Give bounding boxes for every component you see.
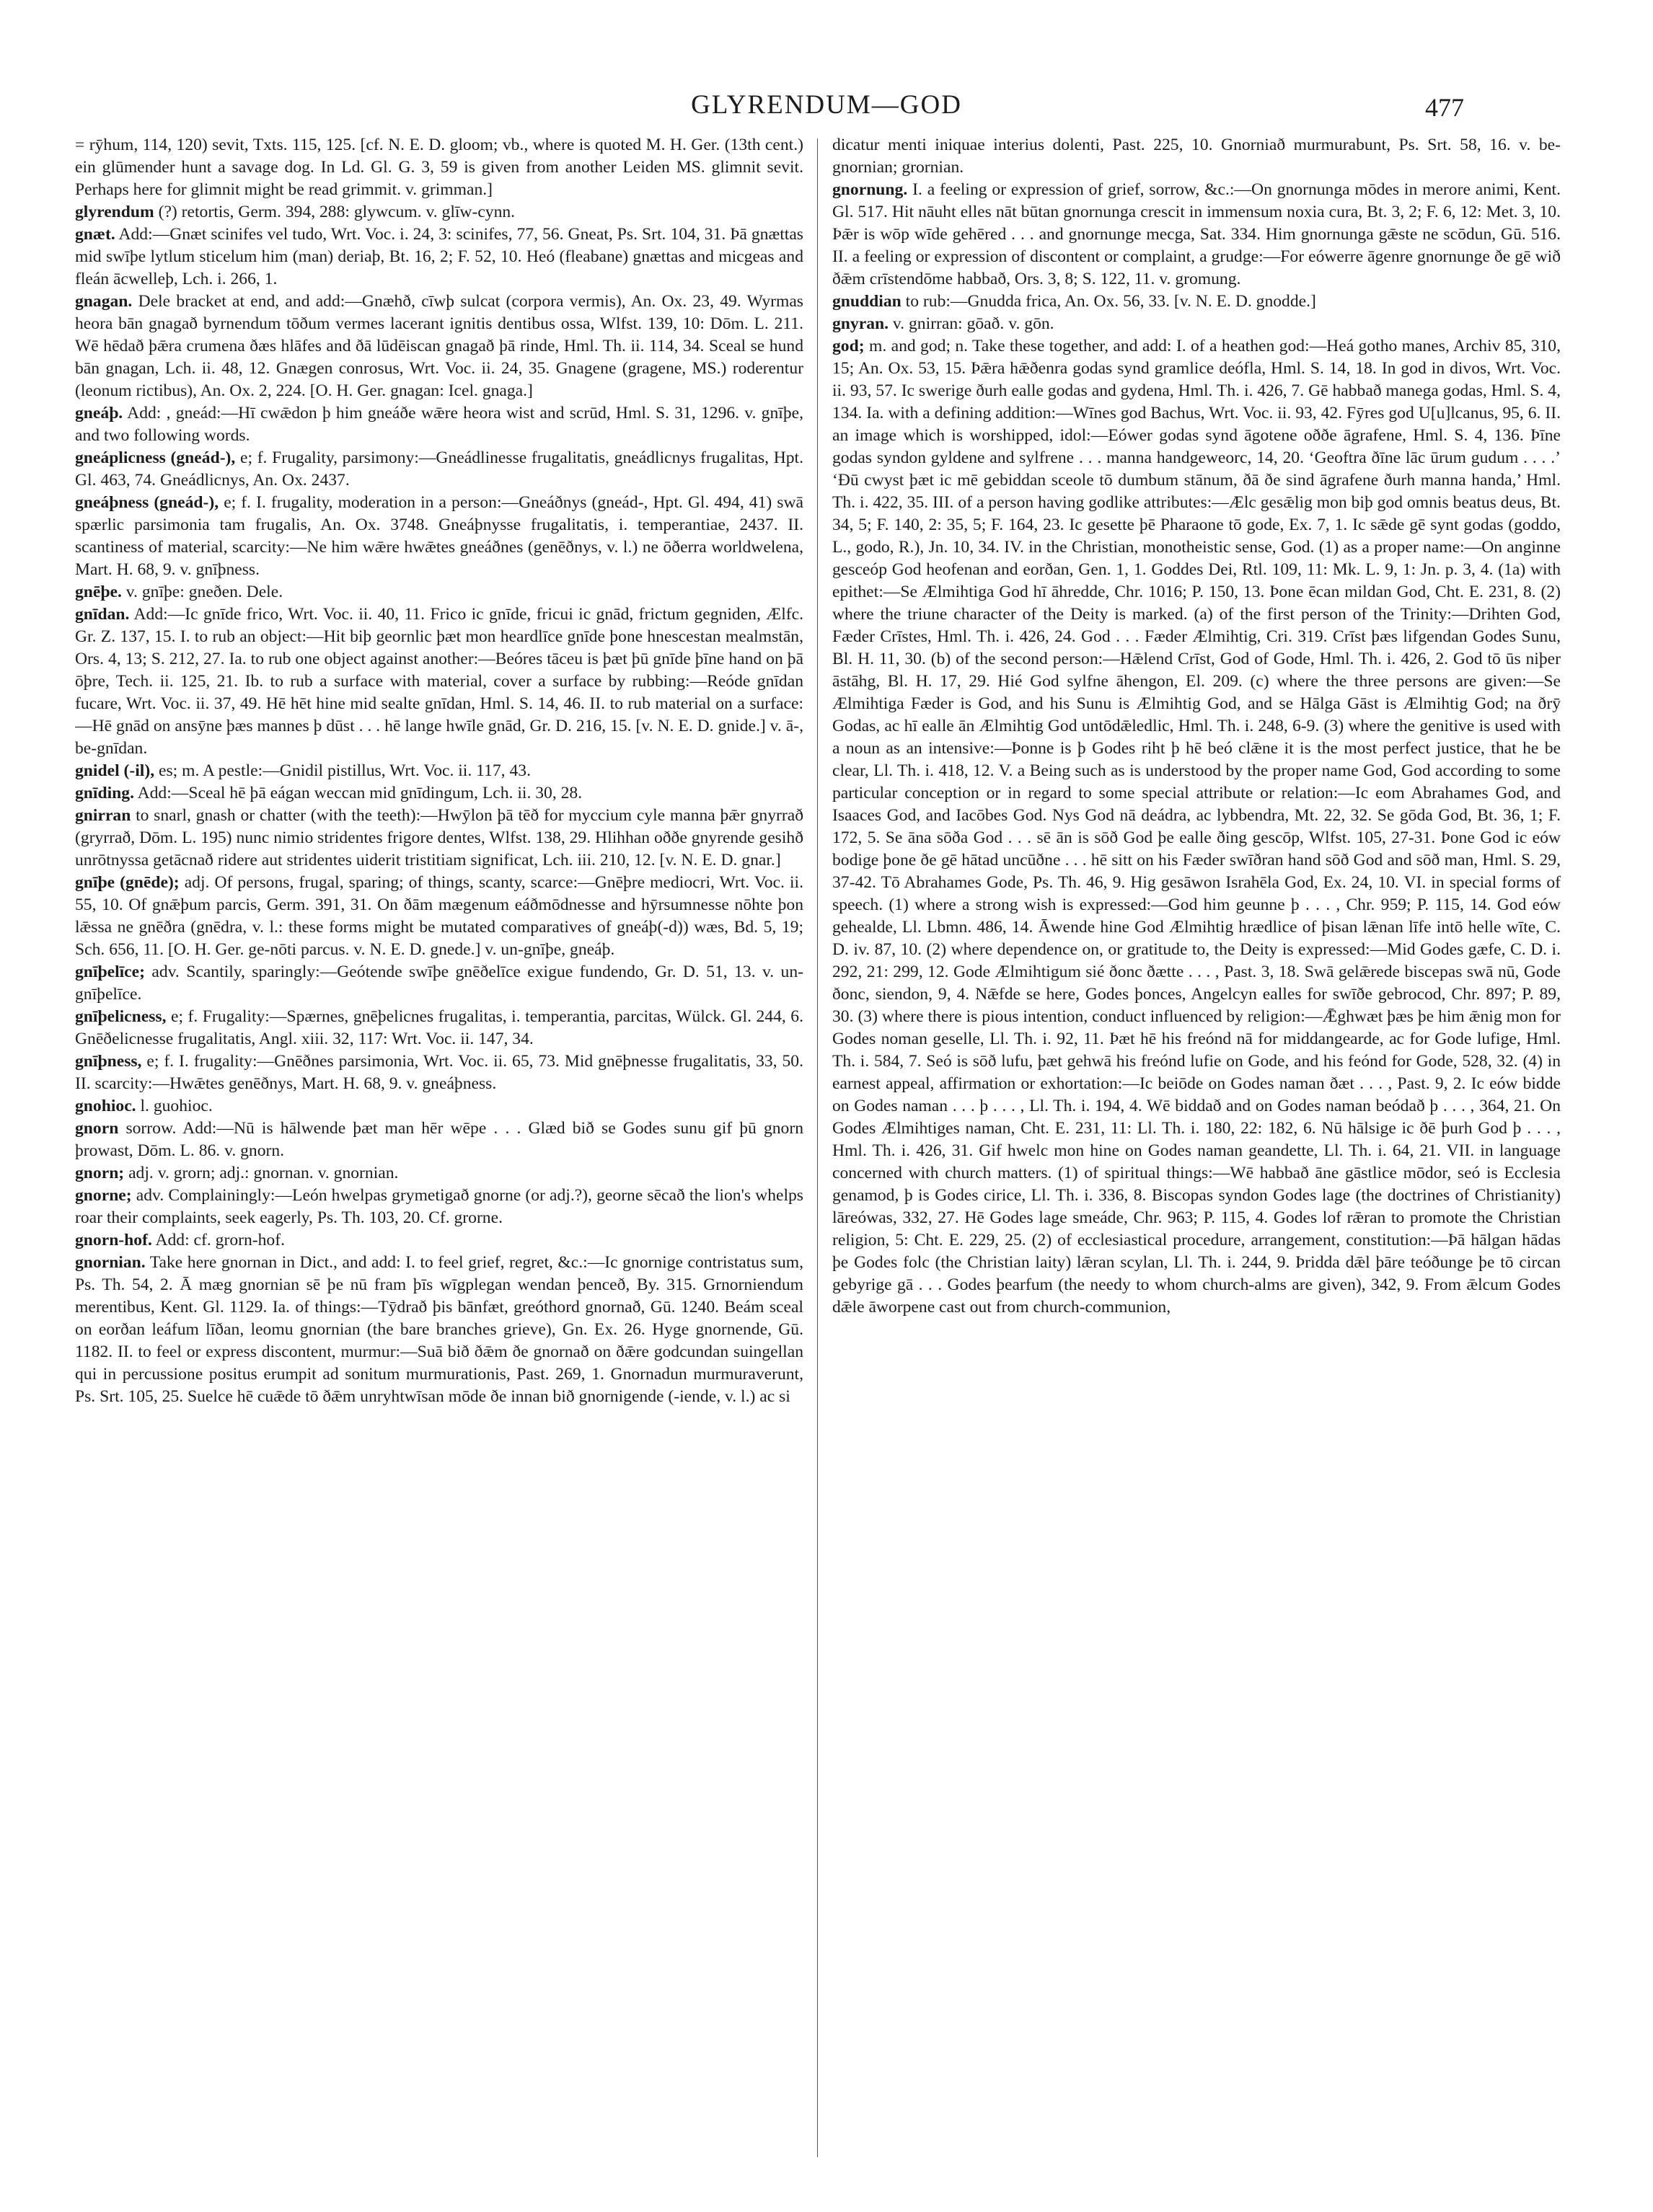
entry-text: e; f. Frugality:—Spærnes, gnēþelicnes frugalitas, i. temperantia, parcitas, Wülck. Gl. 244, 6. Gnēðelicnesse frugalitatis, Angl. xiii. 32, 117: Wrt. Voc. ii. 147, 34. bbox=[75, 1007, 803, 1048]
dictionary-entry bbox=[75, 760, 803, 782]
dictionary-entry bbox=[832, 179, 1561, 291]
dictionary-entry bbox=[75, 291, 803, 402]
dictionary-entry bbox=[75, 1162, 803, 1185]
dictionary-entry bbox=[75, 581, 803, 603]
entry-text: sorrow. Add:—Nū is hālwende þæt man hēr wēpe . . . Glæd bið se Godes sunu gif þū gnorn þrowast, Dōm. L. 86. v. gnorn. bbox=[75, 1119, 803, 1160]
entry-text: Take here gnornan in Dict., and add: I. to feel grief, regret, &c.:—Ic gnornige contristatus sum, Ps. Th. 54, 2. Ā mæg gnornian sē þe nū fram þīs wīgplegan wendan þenceð, By. 315. Grnorniendum merentibus, Kent. Gl. 1129. Ia. of things:—Tȳdrað þis bānfæt, greóthord gnornað, Gū. 1240. Beám sceal on eorðan leáfum līðan, leomu gnornian (the bare branches grieve), Gn. Ex. 26. Hyge gnornende, Gū. 1182. II. to feel or express discontent, murmur:—Suā bið ðǣm ðe gnornað on ðǣre godcundan suingellan qui in percussione positus erumpit ad sonitum murmurationis, Past. 269, 1. Gnornadun murmuraverunt, Ps. Srt. 105, 25. Suelce hē cuǣde tō ðǣm unryhtwīsan mōde ðe innan bið gnornigende (-iende, v. l.) ac si bbox=[75, 1253, 803, 1406]
entry-text: Add:—Gnæt scinifes vel tudo, Wrt. Voc. i. 24, 3: scinifes, 77, 56. Gneat, Ps. Srt. 104, 31. Þā gnættas mid swīþe lytlum sticelum him (man) deriaþ, Bt. 16, 2; F. 52, 10. Heó (fleabane) gnættas and micgeas and fleán ācwelleþ, Lch. i. 266, 1. bbox=[75, 225, 803, 288]
entry-headword: gneáþness (gneád-), bbox=[75, 493, 219, 512]
entry-headword: gnīþelīce; bbox=[75, 963, 145, 981]
dictionary-entry bbox=[75, 1252, 803, 1408]
dictionary-entry bbox=[75, 224, 803, 291]
entry-headword: gneáplicness (gneád-), bbox=[75, 448, 236, 467]
dictionary-entry bbox=[75, 201, 803, 224]
dictionary-entry bbox=[75, 134, 803, 201]
entry-headword: gnīding. bbox=[75, 784, 134, 802]
entry-headword: gnīþe (gnēde); bbox=[75, 873, 180, 892]
page-number: 477 bbox=[1425, 93, 1464, 122]
dictionary-entry bbox=[75, 1006, 803, 1050]
entry-text: Add:—Sceal hē þā eágan weccan mid gnīdingum, Lch. ii. 30, 28. bbox=[137, 784, 583, 802]
entry-text: Add: , gneád:—Hī cwǣdon þ him gneáðe wǣre heora wist and scrūd, Hml. S. 31, 1296. v. gnīþe, and two following words. bbox=[75, 404, 803, 445]
entry-headword: gnornung. bbox=[832, 180, 908, 199]
dictionary-entry bbox=[75, 1185, 803, 1229]
page-title: GLYRENDUM—GOD bbox=[691, 90, 962, 120]
entry-headword: gnuddian bbox=[832, 292, 902, 311]
entry-headword: gnīþness, bbox=[75, 1052, 142, 1071]
entry-text: adj. Of persons, frugal, sparing; of things, scanty, scarce:—Gnēþre mediocri, Wrt. Voc. ii. 55, 10. Of gnǣþum parcis, Germ. 391, 31. On ðām mægenum eáðmōdnesse and hȳrsumnesse nōhte þon lǣssa ne gnēðra (gnēdra, v. l.: these forms might be mutated comparatives of gneáþ(-d)) wæs, Bd. 5, 19; Sch. 656, 11. [O. H. Ger. ge-nōti parcus. v. N. E. D. gnede.] v. un-gnīþe, gneáþ. bbox=[75, 873, 803, 959]
entry-text: m. and god; n. Take these together, and add: I. of a heathen god:—Heá gotho manes, Archiv 85, 310, 15; An. Ox. 53, 15. Þǣra hǣðenra godas synd gramlice deófla, Hml. S. 14, 18. In god in divos, Wrt. Voc. ii. 93, 57. Ic swerige ðurh ealle godas and gydena, Hml. Th. i. 426, 7. Gē habbað manega godas, Hml. S. 4, 134. Ia. with a defining addition:—Wīnes god Bachus, Wrt. Voc. ii. 93, 42. Fȳres god U[u]lcanus, 95, 6. II. an image which is worshipped, idol:—Eówer godas synd āgotene oððe āgrafene, Hml. S. 4, 136. Þīne godas syndon gyldene and sylfrene . . . manna handgeweorc, 14, 20. ‘Geoftra ðīne lāc ūrum gudum . . . .’ ‘Ðū cwyst þæt ic mē gebiddan sceole tō dumbum stānum, ðā ðe sind āgrafene ðurh manna handa,’ Hml. Th. i. 422, 35. III. of a person having godlike attributes:—Ælc gesǣlig mon biþ god omnis beatus deus, Bt. 34, 5; F. 140, 2: 35, 5; F. 164, 23. Ic gesette þē Pharaone tō gode, Ex. 7, 1. Ic sǣde gē synt godas (goddo, L., godo, R.), Jn. 10, 34. IV. in the Christian, monotheistic sense, God. (1) as a proper name:—On anginne gesceóp God heofenan and eorðan, Gen. 1, 1. Goddes Dei, Rtl. 109, 11: Mk. L. 9, 1: Jn. p. 3, 4. (1a) with epithet:—Se Ælmihtiga God hī āhredde, Chr. 1016; P. 150, 13. Þone ēcan mildan God, Cht. E. 231, 8. (2) where the triune character of the Deity is marked. (a) of the first person of the Trinity:—Drihten God, Fæder Crīstes, Hml. Th. i. 426, 24. God . . . Fæder Ælmihtig, Cri. 319. Crīst þæs lifgendan Godes Sunu, Bl. H. 11, 30. (b) of the second person:—Hǣlend Crīst, God of Gode, Hml. Th. i. 426, 2. God tō ūs niþer āstāhg, Bl. H. 17, 29. Hié God sylfne āhengon, El. 209. (c) where the three persons are given:—Se Ælmihtiga Fæder is God, and his Sunu is Ælmihtig God, and se Hālga Gāst is Ælmihtig God; na ðrȳ Godas, ac hī ealle ān Ælmihtig God untōdǣledlic, Hml. Th. i. 248, 6-9. (3) where the genitive is used with a noun as an intensive:—Þonne is þ Godes riht þ hē beó clǣne it is the most perfect justice, that he be clear, Ll. Th. i. 418, 12. V. a Being such as is understood by the proper name God, God according to some particular conception or in regard to some special attribute or relation:—Ic eom Abrahames God, and Isaaces God, and Iacōbes God. Nys God nā deádra, ac lybbendra, Mt. 22, 32. Se gōda God, Bt. 36, 1; F. 172, 5. Se āna sōða God . . . sē ān is sōð God þe ealle ðing gescōp, Wlfst. 105, 27-31. Þone God ic eów bodige þone ðe gē hātad uncūðne . . . hē sitt on his Fæder swīðran hand sōð God and sōð man, Hml. S. 29, 37-42. Tō Abrahames Gode, Ps. Th. 46, 9. Hig gesāwon Israhēla God, Ex. 24, 10. VI. in special forms of speech. (1) where a strong wish is expressed:—God him geunne þ . . . , Chr. 959; P. 115, 14. God eów gehealde, Ll. Lbmn. 486, 14. Āwende hine God Ælmihtig hrædlice of þisan lǣnan līfe intō helle wīte, C. D. iv. 87, 10. (2) where dependence on, or gratitude to, the Deity is expressed:—Mid Godes gæfe, C. D. i. 292, 21: 299, 12. Gode Ælmihtigum sié ðonc ðætte . . . , Past. 3, 18. Swā gelǣrede biscepas swā nū, Gode ðonc, siendon, 9, 4. Nǣfde se here, Godes þonces, Angelcyn ealles for swīðe gebrocod, Chr. 897; P. 89, 30. (3) where there is pious intention, conduct influenced by religion:—Ǣghwæt þæs þe him ǣnig mon for Godes noman geselle, Ll. Th. i. 92, 11. Þæt hē his freónd nā for middangearde, ac for Gode lufige, Hml. Th. i. 584, 7. Seó is sōð lufu, þæt gehwā his freónd lufie on Gode, and his feónd for Gode, 528, 32. (4) in earnest appeal, affirmation or exhortation:—Ic beiōde on Godes naman ðæt . . . , Past. 9, 2. Ic eów bidde on Godes naman . . . þ . . . , Ll. Th. i. 194, 4. Wē biddað and on Godes naman beódað þ . . . , 364, 21. On Godes Ælmihtiges naman, Cht. E. 231, 11: Ll. Th. i. 180, 22: 182, 6. Nū hālsige ic ðē þurh God þ . . . , Hml. Th. i. 426, 31. Gif hwelc mon hine on Godes naman geandette, Ll. Th. i. 64, 21. VII. in language concerned with church matters. (1) of spiritual things:—Wē habbað āne gāstlice mōdor, seó is Ecclesia genamod, þ is Godes cirice, Ll. Th. i. 336, 8. Biscopas syndon Godes lage (the doctrines of Christianity) lāreówas, 332, 27. Hē Godes lage smeáde, Chr. 963; P. 115, 4. Godes lof rǣran to promote the Christian religion, 5: Cht. E. 229, 25. (2) of ecclesiastical procedure, arrangement, constitution:—Þā hālgan hādas þe Godes folc (the Christian laity) lǣran scylan, Ll. Th. i. 244, 9. Þridda dǣl þāre teóðunge þe tō circan gebyrige gā . . . Godes þearfum (the needy to whom church-alms are given), 342, 9. From ǣlcum Godes dǣle āworpene cast out from church-communion, bbox=[832, 337, 1561, 1317]
entry-headword: gnæt. bbox=[75, 225, 115, 244]
entry-text: I. a feeling or expression of grief, sorrow, &c.:—On gnornunga mōdes in merore animi, Kent. Gl. 517. Hit nāuht elles nāt būtan gnornunga crescit in immensum noxia cura, Bt. 3, 2; F. 6, 12: Met. 3, 10. Þǣr is wōp wīde gehēred . . . and gnornunge mecga, Sat. 334. Him gnornunga gǣste ne scōdun, Gū. 516. II. a feeling or expression of discontent or complaint, a grudge:—For eówerre āgenre gnornunge ðe gē wið ðǣm crīstendōme habbað, Ors. 3, 8; S. 122, 11. v. gromung. bbox=[832, 180, 1561, 288]
running-head bbox=[0, 85, 1653, 128]
entry-text: adv. Complainingly:—León hwelpas grymetigað gnorne (or adj.?), georne sēcað the lion's whelps roar their complaints, seek eagerly, Ps. Th. 103, 20. Cf. grorne. bbox=[75, 1186, 803, 1227]
entry-text: to snarl, gnash or chatter (with the teeth):—Hwȳlon þā tēð for myccium cyle manna þǣr gnyrrað (gryrrað, Dōm. L. 195) nunc nimio stridentes frigore dentes, Wlfst. 138, 29. Hlihhan oððe gnyrende gesihð unrōtnyssa getācnað ridere aut stridentes uiderit tristitiam significat, Lch. iii. 210, 12. [v. N. E. D. gnar.] bbox=[75, 806, 803, 870]
entry-headword: gnyran. bbox=[832, 314, 889, 333]
right-column bbox=[832, 134, 1561, 2167]
entry-text: adj. v. grorn; adj.: gnornan. v. gnornian. bbox=[128, 1164, 399, 1182]
entry-text: Add: cf. grorn-hof. bbox=[155, 1231, 285, 1249]
dictionary-entry bbox=[832, 313, 1561, 335]
entry-headword: gnagan. bbox=[75, 292, 133, 311]
entry-text: e; f. I. frugality:—Gnēðnes parsimonia, Wrt. Voc. ii. 65, 73. Mid gnēþnesse frugalitatis, 33, 50. II. scarcity:—Hwǣtes genēðnys, Mart. H. 68, 9. v. gneáþness. bbox=[75, 1052, 803, 1093]
entry-headword: gneáþ. bbox=[75, 404, 123, 423]
dictionary-entry bbox=[75, 782, 803, 805]
entry-headword: glyrendum bbox=[75, 203, 154, 221]
left-column bbox=[75, 134, 803, 2167]
entry-headword: gnirran bbox=[75, 806, 131, 825]
dictionary-entry bbox=[832, 335, 1561, 1319]
entry-text: v. gnirran: gōað. v. gōn. bbox=[892, 314, 1054, 333]
entry-headword: gnorn; bbox=[75, 1164, 125, 1182]
dictionary-entry bbox=[75, 1118, 803, 1162]
entry-text: Add:—Ic gnīde frico, Wrt. Voc. ii. 40, 11. Frico ic gnīde, fricui ic gnād, frictum gegniden, Ælfc. Gr. Z. 137, 15. I. to rub an object:—Hit biþ geornlic þæt mon heardlīce gnīde þone hnescestan mealmstān, Ors. 4, 13; S. 212, 27. Ia. to rub one object against another:—Beóres tāceu is þæt þū gnīde þīne hand on þā ōþre, Tech. ii. 125, 21. Ib. to rub a surface with material, cover a surface by rubbing:—Reóde gnīdan fucare, Wrt. Voc. ii. 37, 49. Hē hēt hine mid sealte gnīdan, Hml. S. 14, 46. II. to rub material on a surface:—Hē gnād on ansȳne þæs mannes þ dūst . . . hē lange hwīle gnād, Gr. D. 216, 15. [v. N. E. D. gnide.] v. ā-, be-gnīdan. bbox=[75, 605, 803, 758]
dictionary-entry bbox=[75, 961, 803, 1006]
entry-text: adv. Scantily, sparingly:—Geótende swīþe gnēðelīce exigue fundendo, Gr. D. 51, 13. v. un-gnīþelīce. bbox=[75, 963, 803, 1004]
entry-headword: gnorn bbox=[75, 1119, 119, 1138]
dictionary-entry bbox=[75, 872, 803, 961]
entry-text: to rub:—Gnudda frica, An. Ox. 56, 33. [v. N. E. D. gnodde.] bbox=[905, 292, 1316, 311]
dictionary-entry bbox=[75, 603, 803, 760]
entry-text: (?) retortis, Germ. 394, 288: glywcum. v. glīw-cynn. bbox=[158, 203, 516, 221]
dictionary-entry bbox=[832, 291, 1561, 313]
column-divider bbox=[817, 138, 818, 2157]
dictionary-entry bbox=[75, 805, 803, 872]
entry-text: dicatur menti iniquae interius dolenti, Past. 225, 10. Gnorniað murmurabunt, Ps. Srt. 58, 16. v. be-gnornian; grornian. bbox=[832, 136, 1561, 177]
entry-text: e; f. I. frugality, moderation in a person:—Gneáðnys (gneád-, Hpt. Gl. 494, 41) swā spærlic parsimonia tam frugalis, An. Ox. 3748. Gneáþnysse frugalitatis, i. temperantiae, 2437. II. scantiness of material, scarcity:—Ne him wǣre hwǣtes gneáðnes (genēðnys, v. l.) ne ōðerra worldwelena, Mart. H. 68, 9. v. gnīþness. bbox=[75, 493, 803, 579]
entry-headword: gnidel (-il), bbox=[75, 761, 155, 780]
entry-headword: gnorn-hof. bbox=[75, 1231, 152, 1249]
dictionary-entry bbox=[75, 492, 803, 581]
entry-headword: god; bbox=[832, 337, 865, 355]
dictionary-entry bbox=[75, 447, 803, 492]
entry-headword: gnohioc. bbox=[75, 1097, 136, 1115]
entry-headword: gnēþe. bbox=[75, 583, 122, 601]
dictionary-entry bbox=[75, 1095, 803, 1118]
dictionary-entry bbox=[832, 134, 1561, 179]
entry-text: e; f. Frugality, parsimony:—Gneádlinesse frugalitatis, gneádlicnys frugalitas, Hpt. Gl. 463, 74. Gneádlicnys, An. Ox. 2437. bbox=[75, 448, 803, 490]
text-columns bbox=[75, 134, 1588, 2167]
entry-text: = rȳhum, 114, 120) sevit, Txts. 115, 125. [cf. N. E. D. gloom; vb., where is quoted M. H. Ger. (13th cent.) ein glūmender hunt a savage dog. In Ld. Gl. G. 3, 59 is given from another Leiden MS. glimnit sevit. Perhaps here for glimnit might be read grimmit. v. grimman.] bbox=[75, 136, 803, 199]
dictionary-entry bbox=[75, 1050, 803, 1095]
entry-text: v. gnīþe: gneðen. Dele. bbox=[125, 583, 283, 601]
dictionary-entry bbox=[75, 1229, 803, 1252]
entry-text: l. guohioc. bbox=[140, 1097, 213, 1115]
entry-headword: gnīþelicness, bbox=[75, 1007, 167, 1026]
entry-text: es; m. A pestle:—Gnidil pistillus, Wrt. Voc. ii. 117, 43. bbox=[159, 761, 531, 780]
entry-headword: gnorne; bbox=[75, 1186, 132, 1205]
entry-headword: gnornian. bbox=[75, 1253, 146, 1272]
entry-text: Dele bracket at end, and add:—Gnæhð, cīwþ sulcat (corpora vermis), An. Ox. 23, 49. Wyrmas heora bān gnagað byrnendum tōðum vermes lacerant ignitis dentibus ossa, Wlfst. 139, 10: Dōm. L. 211. Wē hēdað þǣra crumena ðæs hlāfes and ðā lūdēiscan gnagað þā rinde, Hml. Th. ii. 114, 34. Sceal se hund bān gnagan, Lch. ii. 48, 12. Gnægen conrosus, Wrt. Voc. ii. 24, 35. Gnagene (gragene, MS.) roderentur (leonum rictibus), An. Ox. 2, 224. [O. H. Ger. gnagan: Icel. gnaga.] bbox=[75, 292, 803, 400]
entry-headword: gnīdan. bbox=[75, 605, 130, 624]
dictionary-entry bbox=[75, 402, 803, 447]
